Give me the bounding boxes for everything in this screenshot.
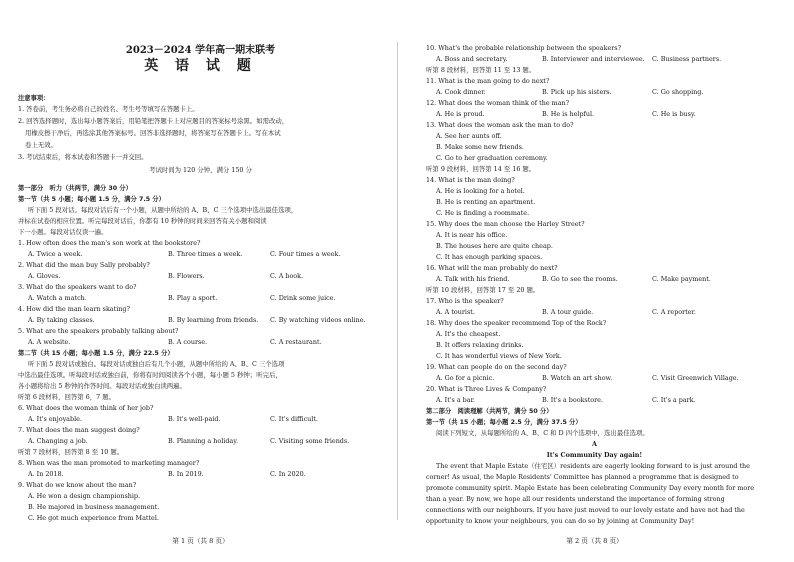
option-b: B. He is helpful.: [542, 110, 595, 118]
option-c: C. He is busy.: [652, 110, 696, 118]
option-c: C. It has wonderful views of New York.: [436, 352, 562, 360]
passage-title: It's Community Day again!: [546, 451, 643, 459]
option-c: C. Visiting some friends.: [270, 437, 350, 445]
option-a: A. Changing a job.: [28, 437, 88, 445]
note-line: 卷上无效。: [25, 141, 57, 149]
option-b: B. It offers relaxing drinks.: [436, 341, 524, 349]
section1-intro: 听下面 5 段对话。每段对话后有一个小题，从题中所给的 A、B、C 三个选项中选出最佳选项，: [28, 206, 298, 214]
material-10: 听第 10 段材料，回答第 17 至 20 题。: [426, 286, 540, 294]
question-20: 20. What is Three Lives & Company?: [426, 385, 547, 393]
question-11: 11. What is the man going to do next?: [426, 77, 550, 85]
option-c: C. Go shopping.: [652, 88, 704, 96]
option-a: A. Boss and secretary.: [436, 55, 508, 63]
option-c: C. Visit Greenwich Village.: [652, 374, 739, 382]
question-5: 5. What are the speakers probably talking about?: [18, 327, 179, 335]
option-a: A. He won a design championship.: [28, 492, 141, 500]
question-8: 8. When was the man promoted to marketing manager?: [18, 459, 200, 467]
exam-time-line: 考试时间为 120 分钟，满分 150 分: [149, 166, 252, 174]
option-c: C. It's a park.: [652, 396, 696, 404]
option-c: C. Drink some juice.: [270, 294, 336, 302]
page-divider: [397, 42, 398, 520]
section2-heading: 第二节（共 15 小题；每小题 1.5 分，满分 22.5 分）: [18, 350, 174, 357]
option-a: A. A website.: [28, 338, 71, 346]
question-9: 9. What do we know about the man?: [18, 481, 137, 489]
section2-intro: 各小题将给出 5 秒钟的作答时间。每段对话或独白读两遍。: [18, 382, 186, 390]
exam-page-2: [402, 0, 787, 562]
passage-line: corner! As usual, the Maple Residents' Committee has planned a programme that is designed to: [426, 473, 739, 481]
question-3: 3. What do the speakers want to do?: [18, 283, 137, 291]
material-9: 听第 9 段材料，回答第 14 至 16 题。: [426, 165, 536, 173]
part2-section1-heading: 第一节（共 15 小题；每小题 2.5 分，满分 37.5 分）: [426, 419, 582, 426]
option-c: C. It's difficult.: [270, 415, 318, 423]
section1-intro: 并标在试卷的相应位置。听完每段对话后，你都有 10 秒钟的时间来回答有关小题和阅读: [18, 217, 267, 225]
section2-intro: 听下面 5 段对话或独白。每段对话或独白后有几个小题，从题中所给的 A、B、C 三个选项: [28, 360, 285, 368]
question-6: 6. What does the woman think of her job?: [18, 404, 154, 412]
option-a: A. Gloves.: [28, 272, 61, 280]
exam-subject: 英 语 试 题: [144, 58, 257, 74]
question-2: 2. What did the man buy Sally probably?: [18, 261, 150, 269]
question-7: 7. What does the man suggest doing?: [18, 426, 140, 434]
option-a: A. Talk with his friend.: [436, 275, 510, 283]
question-17: 17. Who is the speaker?: [426, 297, 504, 305]
option-a: A. In 2018.: [28, 470, 64, 478]
question-4: 4. How did the man learn skating?: [18, 305, 130, 313]
option-a: A. He is proud.: [436, 110, 485, 118]
option-c: C. It has enough parking spaces.: [436, 253, 543, 261]
option-b: B. The houses here are quite cheap.: [436, 242, 553, 250]
option-b: B. A course.: [168, 338, 208, 346]
option-a: A. Cook dinner.: [436, 88, 486, 96]
passage-line: The event that Maple Estate（住宅区）residents are eagerly looking forward to is just around the: [436, 462, 750, 470]
option-c: C. A restaurant.: [270, 338, 322, 346]
option-b: B. A tour guide.: [542, 308, 594, 316]
option-a: A. It's the cheapest.: [436, 330, 501, 338]
passage-line: opportunity to know your neighbours, you can do so by joining at Community Day!: [426, 517, 695, 525]
exam-page-1: [8, 0, 393, 562]
option-a: A. By taking classes.: [28, 316, 95, 324]
option-c: C. A book.: [270, 272, 304, 280]
question-18: 18. Why does the speaker recommend Top of the Rock?: [426, 319, 607, 327]
section2-intro: 中选出最佳选项。听每段对话或独白前，你将有时间阅读各个小题，每小题 5 秒钟；听完后，: [18, 371, 282, 379]
option-b: B. It's a bookstore.: [542, 396, 603, 404]
material-8: 听第 8 段材料，回答第 11 至 13 题。: [426, 66, 536, 74]
passage-line: than a year. By now, we hope all our residents understand the importance of forming strong: [426, 495, 725, 503]
question-19: 19. What can people do on the second day?: [426, 363, 567, 371]
option-c: C. By watching videos online.: [270, 316, 366, 324]
option-b: B. Make some new friends.: [436, 143, 524, 151]
passage-line: promote community spirit. Maple Estate has been celebrating Community Day every month for more: [426, 484, 755, 492]
material-6: 听第 6 段材料，回答第 6，7 题。: [18, 393, 116, 401]
option-a: A. Watch a match.: [28, 294, 87, 302]
option-a: A. See her aunts off.: [436, 132, 502, 140]
question-13: 13. What does the woman ask the man to do?: [426, 121, 574, 129]
note-line: 3. 考试结束后，将本试卷和答题卡一并交回。: [18, 153, 148, 161]
question-12: 12. What does the woman think of the man?: [426, 99, 570, 107]
option-c: C. A reporter.: [652, 308, 696, 316]
notes-heading: 注意事项：: [18, 95, 50, 102]
option-b: B. He majored in business management.: [28, 503, 160, 511]
option-c: C. He is finding a roommate.: [436, 209, 530, 217]
page-footer: 第 2 页（共 8 页）: [566, 537, 623, 545]
part2-section1-intro: 阅读下列短文，从每题所给的 A、B、C 和 D 四个选项中，选出最佳选项。: [436, 429, 649, 437]
option-a: A. It's a bar.: [436, 396, 475, 404]
option-b: B. Pick up his sisters.: [542, 88, 612, 96]
option-c: C. Business partners.: [652, 55, 722, 63]
option-b: B. Watch an art show.: [542, 374, 613, 382]
option-b: B. Play a sport.: [168, 294, 218, 302]
option-b: B. By learning from friends.: [168, 316, 259, 324]
option-a: A. A tourist.: [436, 308, 475, 316]
option-a: A. Twice a week.: [28, 250, 83, 258]
section1-heading: 第一节（共 5 小题；每小题 1.5 分，满分 7.5 分）: [18, 196, 165, 203]
question-16: 16. What will the man probably do next?: [426, 264, 558, 272]
note-line: 用橡皮擦干净后，再选涂其他答案标号。回答非选择题时，将答案写在答题卡上。写在本试: [25, 129, 281, 137]
option-b: B. Flowers.: [168, 272, 205, 280]
option-c: C. He got much experience from Mattel.: [28, 514, 159, 522]
page-footer: 第 1 页（共 8 页）: [172, 537, 229, 545]
passage-line: connections with our neighbours. If you have just moved to our lovely estate and have not had the: [426, 506, 745, 514]
option-b: B. He is renting an apartment.: [436, 198, 536, 206]
option-a: A. It is near his office.: [436, 231, 508, 239]
note-line: 1. 答卷前，考生务必将自己的姓名、考生号等填写在答题卡上。: [18, 105, 199, 113]
exam-title: 2023－2024 学年高一期末联考: [125, 45, 276, 56]
option-b: B. In 2019.: [168, 470, 204, 478]
option-b: B. Go to see the rooms.: [542, 275, 618, 283]
part2-heading: 第二部分 阅读理解（共两节，满分 50 分）: [426, 408, 553, 415]
question-1: 1. How often does the man's son work at the bookstore?: [18, 239, 201, 247]
option-a: A. It's enjoyable.: [28, 415, 82, 423]
question-15: 15. Why does the man choose the Harley Street?: [426, 220, 585, 228]
option-b: B. Planning a holiday.: [168, 437, 239, 445]
option-c: C. Go to her graduation ceremony.: [436, 154, 548, 162]
material-7: 听第 7 段材料，回答第 8 至 10 题。: [18, 448, 124, 456]
option-b: B. Three times a week.: [168, 250, 243, 258]
question-10: 10. What's the probable relationship between the speakers?: [426, 44, 621, 52]
section1-intro: 下一小题。每段对话仅读一遍。: [18, 228, 108, 236]
option-a: A. Go for a picnic.: [436, 374, 495, 382]
option-c: C. In 2020.: [270, 470, 306, 478]
option-c: C. Make payment.: [652, 275, 711, 283]
option-b: B. Interviewer and interviewee.: [542, 55, 645, 63]
note-line: 2. 回答选择题时，选出每小题答案后，用铅笔把答题卡上对应题目的答案标号涂黑。如需改动，: [18, 117, 289, 125]
option-c: C. Four times a week.: [270, 250, 341, 258]
option-b: B. It's well-paid.: [168, 415, 221, 423]
question-14: 14. What is the man doing?: [426, 176, 515, 184]
passage-letter: A: [592, 440, 597, 448]
part1-heading: 第一部分 听力（共两节，满分 30 分）: [18, 185, 132, 192]
option-a: A. He is looking for a hotel.: [436, 187, 525, 195]
